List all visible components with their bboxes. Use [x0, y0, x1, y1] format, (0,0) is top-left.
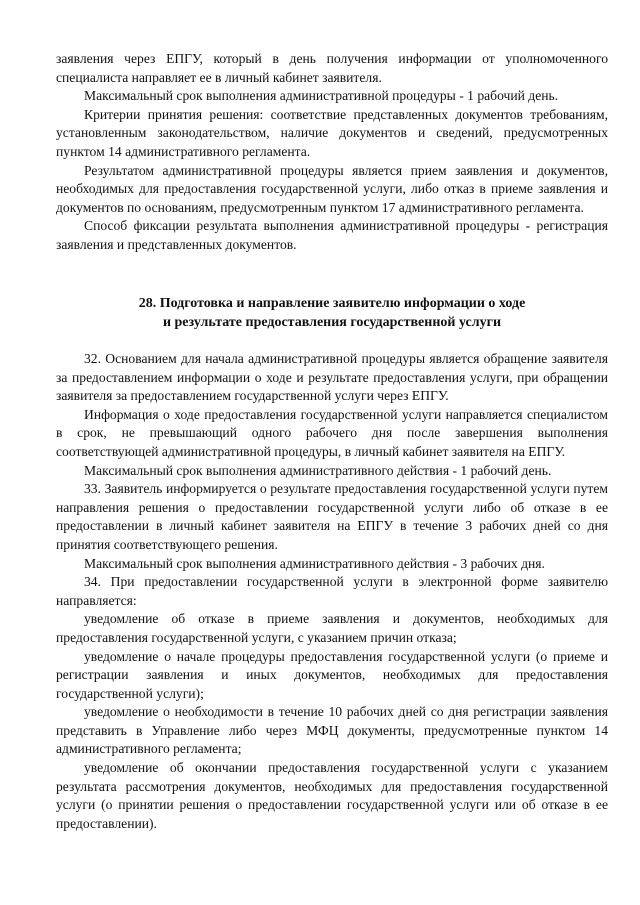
text-block-information [56, 350, 608, 833]
paragraph: уведомление об отказе в приеме заявления и документов, необходимых для предоставления государственной услуги, с указанием причин отказа; [56, 611, 608, 645]
paragraph: 33. Заявитель информируется о результате предоставления государственной услуги путем направления решения о предоставлении государственной услуги либо об отказе в ее предоставлении в личный кабинет заявителя на ЕПГУ в течение 3 рабочих дней со дня принятия соответствующего решения. [56, 481, 608, 552]
paragraph: уведомление об окончании предоставления государственной услуги с указанием результата рассмотрения документов, необходимых для предоставления государственной услуги (о принятии решения о предоставлении государственной услуги или об отказе в ее предоставлении). [56, 760, 608, 831]
section-heading [56, 294, 608, 332]
paragraph: Информация о ходе предоставления государственной услуги направляется специалистом в срок, не превышающий одного рабочего дня после завершения выполнения соответствующей административной процедуры, в личный кабинет заявителя на ЕПГУ. [56, 406, 608, 459]
paragraph: уведомление о необходимости в течение 10 рабочих дней со дня регистрации заявления представить в Управление либо через МФЦ документы, предусмотренные пунктом 14 административного регламента; [56, 704, 608, 757]
paragraph: Способ фиксации результата выполнения административной процедуры - регистрация заявления и представленных документов. [56, 218, 608, 252]
paragraph: 34. При предоставлении государственной услуги в электронной форме заявителю направляется: [56, 574, 608, 608]
paragraph: Максимальный срок выполнения административной процедуры - 1 рабочий день. [84, 88, 559, 104]
paragraph: Критерии принятия решения: соответствие представленных документов требованиям, установленным законодательством, наличие документов и сведений, предусмотренных пунктом 14 административного регламента. [56, 106, 608, 159]
paragraph: 32. Основанием для начала административной процедуры является обращение заявителя за предоставлением информации о ходе и результате предоставления услуги, при обращении заявителя за предоставлением государственной услуги через ЕПГУ. [56, 351, 608, 404]
text-block-procedure [56, 50, 608, 255]
paragraph: уведомление о начале процедуры предоставления государственной услуги (о приеме и регистрации заявления и иных документов, необходимых для предоставления государственной услуги); [56, 648, 608, 701]
section-heading-line-2: и результате предоставления государственной услуги [162, 315, 502, 330]
paragraph: Максимальный срок выполнения административного действия - 3 рабочих дня. [84, 555, 545, 571]
paragraph: заявления через ЕПГУ, который в день получения информации от уполномоченного специалиста направляет ее в личный кабинет заявителя. [56, 51, 608, 85]
paragraph: Результатом административной процедуры является прием заявления и документов, необходимых для предоставления государственной услуги, либо отказ в приеме заявления и документов по основаниям, предусмотренным пунктом 17 административного регламента. [56, 162, 608, 215]
section-heading-line-1: 28. Подготовка и направление заявителю информации о ходе [138, 296, 526, 311]
paragraph: Максимальный срок выполнения административного действия - 1 рабочий день. [84, 462, 552, 478]
